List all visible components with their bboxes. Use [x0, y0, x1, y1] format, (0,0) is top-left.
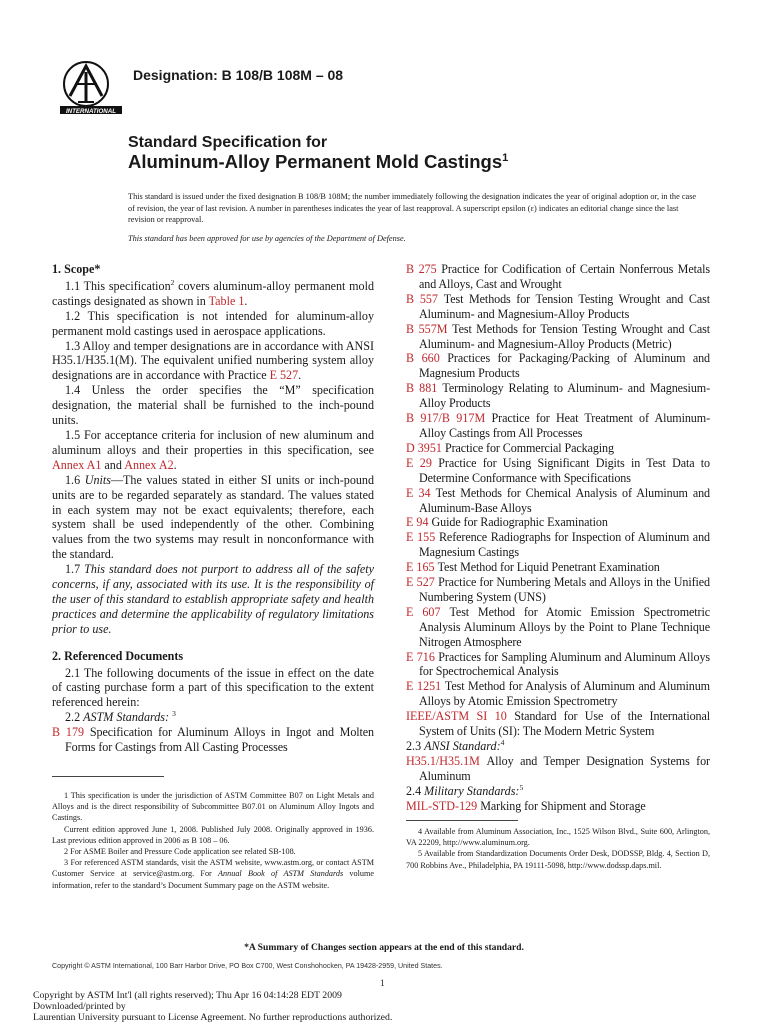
para-1-2: 1.2 This specification is not intended for aluminum-alloy permanent mold castings used in aerospace applications.: [52, 308, 374, 338]
ref-title: Practice for Commercial Packaging: [444, 440, 614, 455]
title-line-1: Standard Specification for: [128, 134, 328, 151]
reference-item: [406, 456, 710, 486]
summary-note: *A Summary of Changes section appears at the end of this standard.: [244, 942, 524, 953]
reference-item: [406, 560, 710, 575]
footnote-rule-left: [52, 776, 164, 777]
ref-code-link[interactable]: E 716: [406, 649, 435, 664]
ref-code-link[interactable]: E 527: [406, 575, 435, 590]
reference-item: [406, 351, 710, 381]
footnote: Current edition approved June 1, 2008. Published July 2008. Originally approved in 1936. Last previous edition approved in 2006 as B 108 – 06.: [52, 824, 374, 845]
para-1-3: 1.3 Alloy and temper designations are in accordance with ANSI H35.1/H35.1(M). The equivalent unified numbering system alloy designations are in accordance with Practice E 527.: [52, 338, 374, 383]
astm-refs-left: [52, 725, 374, 755]
para-2-4: 2.4 Military Standards:$^5$: [406, 782, 524, 798]
ref-title: Terminology Relating to Aluminum- and Magnesium-Alloy Products: [419, 381, 711, 411]
footnotes-left: [52, 790, 374, 891]
title-line-2: Aluminum-Alloy Permanent Mold Castings$^1$: [128, 151, 509, 172]
ref-title: Test Method for Liquid Penetrant Examination: [437, 560, 660, 575]
reference-item: [406, 411, 710, 441]
ref-code-link[interactable]: IEEE/ASTM SI 10: [406, 709, 507, 724]
para-1-7: 1.7 This standard does not purport to address all of the safety concerns, if any, associated with its use. It is the responsibility of the user of this standard to establish appropriate safety and health practices and determine the applicability of regulatory limitations prior to use.: [52, 562, 374, 636]
reference-item: [406, 292, 710, 322]
ref-title: Test Methods for Tension Testing Wrought and Cast Aluminum- and Magnesium-Alloy Products: [419, 291, 711, 321]
ref-title: Practice for Using Significant Digits in Test Data to Determine Conformance with Specifications: [419, 455, 710, 485]
table-1-link[interactable]: Table 1: [208, 293, 245, 308]
ref-title: Practice for Codification of Certain Nonferrous Metals and Alloys, Cast and Wrought: [419, 262, 710, 291]
left-column: [52, 262, 374, 755]
ref-code-link[interactable]: E 165: [406, 560, 435, 575]
reference-item: [406, 709, 710, 739]
astm-refs-right: [406, 262, 710, 739]
ref-code-link[interactable]: B 660: [406, 351, 440, 366]
ref-title: Practices for Sampling Aluminum and Aluminum Alloys for Spectrochemical Analysis: [419, 649, 711, 679]
ref-title: Test Method for Analysis of Aluminum and Aluminum Alloys by Atomic Emission Spectrometry: [419, 679, 710, 709]
ref-title: Test Method for Atomic Emission Spectrometric Analysis Aluminum Alloys by the Point to Plane Technique Nitrogen Atmosphere: [419, 604, 710, 649]
scope-heading: 1. Scope*: [52, 262, 101, 276]
ref-code-link[interactable]: B 275: [406, 262, 437, 276]
logo-sub: INTERNATIONAL: [65, 108, 117, 115]
astm-logo: [60, 58, 122, 120]
ref-title: Practice for Heat Treatment of Aluminum-Alloy Castings from All Processes: [419, 411, 710, 440]
reference-item: [406, 575, 710, 605]
para-1-5: 1.5 For acceptance criteria for inclusion of new aluminum and aluminum alloys and their properties in this specification, see Annex A1 and Annex A2.: [52, 427, 374, 472]
reference-item: [406, 486, 710, 516]
ansi-ref: H35.1/H35.1M Alloy and Temper Designation Systems for Aluminum: [406, 753, 710, 783]
page-number: 1: [380, 979, 385, 989]
ref-title: Practice for Numbering Metals and Alloys in the Unified Numbering System (UNS): [419, 575, 710, 604]
para-2-2: 2.2 ASTM Standards: $^3$: [65, 709, 176, 725]
ref-code-link[interactable]: E 29: [406, 455, 432, 470]
annex-a2-link[interactable]: Annex A2: [124, 457, 174, 472]
reference-item: [52, 725, 374, 755]
ref-code-link[interactable]: E 607: [406, 604, 441, 619]
ref-title: Practices for Packaging/Packing of Aluminum and Magnesium Products: [419, 351, 710, 381]
mil-ref: MIL-STD-129 Marking for Shipment and Storage: [406, 798, 646, 813]
refdocs-heading: 2. Referenced Documents: [52, 648, 184, 663]
ref-title: Standard for Use of the International System of Units (SI): The Modern Metric System: [419, 709, 711, 739]
ref-code-link[interactable]: B 557M: [406, 321, 448, 336]
license-line: Copyright by ASTM Int'l (all rights reserved); Thu Apr 16 04:14:28 EDT 2009: [33, 990, 342, 1001]
para-2-1: 2.1 The following documents of the issue in effect on the date of casting purchase form a part of this specification to the extent referenced herein:: [52, 665, 374, 710]
ref-code-link[interactable]: B 557: [406, 291, 438, 306]
para-1-4: 1.4 Unless the order specifies the “M” specification designation, the material shall be furnished to the inch-pound units.: [52, 383, 374, 428]
footnotes-right: [406, 826, 710, 871]
ref-title: Guide for Radiographic Examination: [431, 515, 608, 530]
para-2-3: 2.3 ANSI Standard:$^4$: [406, 737, 505, 753]
footnote: 3 For referenced ASTM standards, visit the ASTM website, www.astm.org, or contact ASTM Customer Service at service@astm.org. For Annual Book of ASTM Standards volume information, refer to the standard’s Document Summary page on the ASTM website.: [52, 858, 374, 890]
footnote: 1 This specification is under the jurisdiction of ASTM Committee B07 on Light Metals and Alloys and is the direct responsibility of Subcommittee B07.01 on Aluminum Alloy Ingots and Castings.: [52, 791, 374, 823]
annex-a1-link[interactable]: Annex A1: [52, 457, 102, 472]
reference-item: [406, 322, 710, 352]
reference-item: [406, 650, 710, 680]
ref-title: Specification for Aluminum Alloys in Ingot and Molten Forms for Castings from All Casting Processes: [65, 725, 374, 755]
para-1-1: 1.1 This specification$^2$ covers aluminum-alloy permanent mold castings designated as shown in Table 1.: [52, 277, 374, 308]
ref-code-link[interactable]: E 1251: [406, 679, 442, 694]
footnote-rule-right: [406, 820, 518, 821]
ref-code-link[interactable]: H35.1/H35.1M: [406, 753, 480, 768]
ref-code-link[interactable]: MIL-STD-129: [406, 798, 478, 813]
footnote: 4 Available from Aluminum Association, Inc., 1525 Wilson Blvd., Suite 600, Arlington, VA 22209, http://www.aluminum.org.: [406, 827, 710, 848]
reference-item: [406, 381, 710, 411]
footnote: 5 Available from Standardization Documents Order Desk, DODSSP, Bldg. 4, Section D, 700 Robbins Ave., Philadelphia, PA 19111-5098, http://www.dodssp.daps.mil.: [406, 849, 710, 870]
ref-title: Reference Radiographs for Inspection of Aluminum and Magnesium Castings: [419, 530, 710, 560]
right-column: [406, 262, 710, 814]
reference-item: [406, 530, 710, 560]
ref-code-link[interactable]: D 3951: [406, 440, 442, 455]
reference-item: [406, 679, 710, 709]
reference-item: [406, 262, 710, 292]
e527-link[interactable]: E 527: [269, 368, 299, 383]
issuance-notice: This standard is issued under the fixed designation B 108/B 108M; the number immediately following the designation indicates the year of original adoption or, in the case of revision, the year of last revision. A number in parentheses indicates the year of last reapproval. A superscript epsilon (ε) indicates an editorial change since the last revision or reapproval.: [128, 192, 697, 224]
ref-code-link[interactable]: B 881: [406, 381, 438, 396]
copyright: Copyright © ASTM International, 100 Barr Harbor Drive, PO Box C700, West Conshohocken, PA 19428-2959, United States.: [52, 962, 443, 970]
reference-item: [406, 605, 710, 650]
license-line: Laurentian University pursuant to License Agreement. No further reproductions authorized.: [33, 1011, 393, 1023]
para-1-6: 1.6 Units—The values stated in either SI units or inch-pound units are to be regarded separately as standard. The values stated in each system may not be exact equivalents; therefore, each system shall be used independently of the other. Combining values from the two systems may result in nonconformance with the standard.: [52, 472, 375, 562]
ref-title: Test Methods for Tension Testing Wrought and Cast Aluminum- and Magnesium-Alloy Products (Metric): [419, 321, 711, 351]
reference-item: [406, 515, 710, 530]
designation: Designation: B 108/B 108M – 08: [133, 67, 344, 83]
dod-notice: This standard has been approved for use by agencies of the Department of Defense.: [128, 234, 406, 243]
license-line: Downloaded/printed by: [33, 1000, 126, 1012]
ref-code-link[interactable]: B 917/B 917M: [406, 411, 486, 426]
license-stamp: [33, 991, 392, 1023]
reference-item: [406, 441, 710, 456]
ref-title: Test Methods for Chemical Analysis of Aluminum and Aluminum-Base Alloys: [419, 485, 710, 515]
ref-code-link[interactable]: E 94: [406, 515, 429, 530]
ref-code-link[interactable]: E 155: [406, 530, 436, 545]
footnote: 2 For ASME Boiler and Pressure Code application see related SB-108.: [64, 847, 296, 857]
ref-code-link[interactable]: B 179: [52, 725, 85, 740]
ref-code-link[interactable]: E 34: [406, 485, 431, 500]
